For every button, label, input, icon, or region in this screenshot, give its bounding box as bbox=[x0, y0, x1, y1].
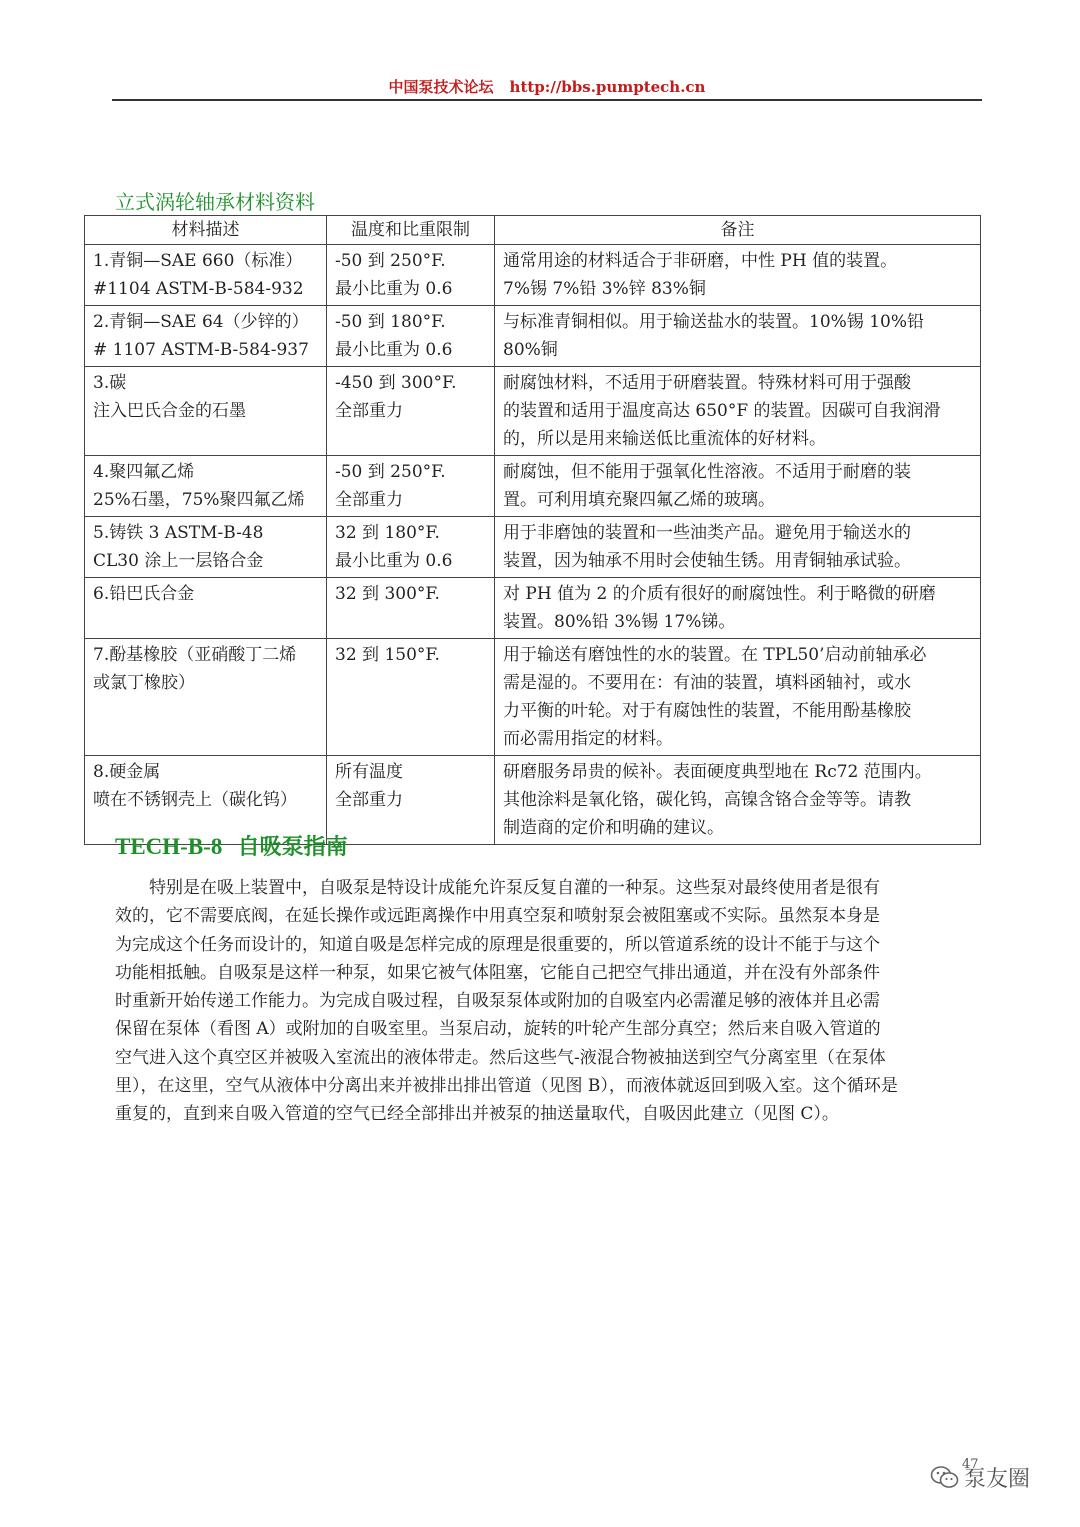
cell-note-line: 用于非磨蚀的装置和一些油类产品。避免用于输送水的 bbox=[503, 523, 911, 543]
cell-material bbox=[85, 456, 327, 517]
cell-note-line: 用于输送有磨蚀性的水的装置。在 TPL50’启动前轴承必 bbox=[503, 645, 927, 665]
cell-material-line: 3.碳 bbox=[93, 373, 127, 393]
header-rule bbox=[112, 99, 982, 101]
cell-limits bbox=[327, 245, 495, 306]
cell-note-line: 力平衡的叶轮。对于有腐蚀性的装置，不能用酚基橡胶 bbox=[503, 701, 911, 721]
cell-note-line: 的装置和适用于温度高达 650°F 的装置。因碳可自我润滑 bbox=[503, 401, 941, 421]
table-row bbox=[85, 367, 981, 456]
cell-material-line: 6.铅巴氏合金 bbox=[93, 584, 195, 604]
table-body bbox=[85, 245, 981, 845]
cell-limits-line: 32 到 180°F. bbox=[335, 523, 440, 543]
column-header-limits: 温度和比重限制 bbox=[327, 216, 495, 245]
cell-material bbox=[85, 245, 327, 306]
cell-material-line: # 1107 ASTM-B-584-937 bbox=[93, 340, 309, 360]
cell-note bbox=[495, 367, 981, 456]
table-row bbox=[85, 639, 981, 756]
cell-material-line: 7.酚基橡胶（亚硝酸丁二烯 bbox=[93, 645, 297, 665]
body-line: 保留在泵体（看图 A）或附加的自吸室里。当泵启动，旋转的叶轮产生部分真空；然后来自吸入管道的 bbox=[115, 1019, 881, 1040]
cell-material-line: 4.聚四氟乙烯 bbox=[93, 462, 195, 482]
section-body bbox=[115, 874, 981, 1129]
cell-note bbox=[495, 245, 981, 306]
cell-limits-line: -50 到 180°F. bbox=[335, 312, 446, 332]
cell-material-line: 注入巴氏合金的石墨 bbox=[93, 401, 246, 421]
cell-note-line: 研磨服务昂贵的候补。表面硬度典型地在 Rc72 范围内。 bbox=[503, 762, 932, 782]
cell-limits-line: -50 到 250°F. bbox=[335, 251, 446, 271]
cell-material-line: 25%石墨，75%聚四氟乙烯 bbox=[93, 490, 305, 510]
cell-material bbox=[85, 639, 327, 756]
cell-material-line: 1.青铜—SAE 660（标准） bbox=[93, 251, 303, 271]
cell-material-line: 2.青铜—SAE 64（少锌的） bbox=[93, 312, 309, 332]
body-line: 为完成这个任务而设计的，知道自吸是怎样完成的原理是很重要的，所以管道系统的设计不能于与这个 bbox=[115, 934, 880, 955]
materials-table bbox=[84, 215, 981, 845]
cell-note bbox=[495, 517, 981, 578]
cell-note-line: 其他涂料是氧化铬，碳化钨，高镍含铬合金等等。请教 bbox=[503, 790, 911, 810]
cell-note bbox=[495, 639, 981, 756]
cell-limits-line: 32 到 150°F. bbox=[335, 645, 440, 665]
wechat-icon bbox=[930, 1465, 960, 1491]
cell-limits bbox=[327, 756, 495, 845]
cell-note-line: 7%锡 7%铅 3%锌 83%铜 bbox=[503, 279, 706, 299]
cell-material-line: CL30 涂上一层铬合金 bbox=[93, 551, 264, 571]
cell-limits bbox=[327, 578, 495, 639]
column-header-note: 备注 bbox=[495, 216, 981, 245]
cell-note bbox=[495, 306, 981, 367]
cell-limits bbox=[327, 367, 495, 456]
cell-material-line: 8.硬金属 bbox=[93, 762, 161, 782]
cell-limits-line: 最小比重为 0.6 bbox=[335, 340, 453, 360]
table-row bbox=[85, 306, 981, 367]
cell-limits-line: 全部重力 bbox=[335, 490, 403, 510]
cell-limits-line: 最小比重为 0.6 bbox=[335, 279, 453, 299]
watermark-text: 泵友圈 bbox=[964, 1467, 1031, 1492]
cell-note-line: 80%铜 bbox=[503, 340, 558, 360]
cell-limits bbox=[327, 639, 495, 756]
cell-note bbox=[495, 456, 981, 517]
section-title bbox=[115, 830, 348, 861]
cell-limits-line: -50 到 250°F. bbox=[335, 462, 446, 482]
cell-note bbox=[495, 578, 981, 639]
cell-material-line: 喷在不锈钢壳上（碳化钨） bbox=[93, 790, 297, 810]
page-number: 47 bbox=[962, 1457, 979, 1472]
cell-note-line: 对 PH 值为 2 的介质有很好的耐腐蚀性。利于略微的研磨 bbox=[503, 584, 936, 604]
cell-note-line: 与标准青铜相似。用于输送盐水的装置。10%锡 10%铅 bbox=[503, 312, 924, 332]
cell-note-line: 装置。80%铅 3%锡 17%锑。 bbox=[503, 612, 736, 632]
cell-limits bbox=[327, 306, 495, 367]
cell-note-line: 而必需用指定的材料。 bbox=[503, 729, 673, 749]
section-code: TECH-B-8 bbox=[115, 834, 223, 859]
table-header-row bbox=[85, 216, 981, 245]
watermark bbox=[930, 1462, 1030, 1493]
table-row bbox=[85, 456, 981, 517]
column-header-material: 材料描述 bbox=[85, 216, 327, 245]
body-line: 特别是在吸上装置中，自吸泵是特设计成能允许泵反复自灌的一种泵。这些泵对最终使用者是很有 bbox=[149, 878, 880, 898]
cell-material bbox=[85, 306, 327, 367]
header-site-name: 中国泵技术论坛 bbox=[388, 78, 494, 96]
cell-material-line: 5.铸铁 3 ASTM-B-48 bbox=[93, 523, 264, 543]
cell-material bbox=[85, 517, 327, 578]
cell-material bbox=[85, 578, 327, 639]
cell-note-line: 通常用途的材料适合于非研磨，中性 PH 值的装置。 bbox=[503, 251, 898, 271]
section-heading: 自吸泵指南 bbox=[237, 834, 348, 860]
cell-material-line: #1104 ASTM-B-584-932 bbox=[93, 279, 304, 299]
body-line: 功能相抵触。自吸泵是这样一种泵，如果它被气体阻塞，它能自己把空气排出通道，并在没有外部条件 bbox=[115, 962, 880, 983]
cell-limits-line: 全部重力 bbox=[335, 401, 403, 421]
cell-limits-line: -450 到 300°F. bbox=[335, 373, 457, 393]
body-line: 重复的，直到来自吸入管道的空气已经全部排出并被泵的抽送量取代，自吸因此建立（见图 C）。 bbox=[115, 1104, 839, 1125]
cell-note-line: 需是湿的。不要用在：有油的装置，填料函轴衬，或水 bbox=[503, 673, 911, 693]
body-line: 里），在这里，空气从液体中分离出来并被排出排出管道（见图 B），而液体就返回到吸入室。这个循环是 bbox=[115, 1076, 898, 1097]
table-row bbox=[85, 578, 981, 639]
cell-limits bbox=[327, 456, 495, 517]
body-line: 效的，它不需要底阀，在延长操作或远距离操作中用真空泵和喷射泵会被阻塞或不实际。虽然泵本身是 bbox=[115, 906, 880, 927]
cell-note-line: 耐腐蚀材料，不适用于研磨装置。特殊材料可用于强酸 bbox=[503, 373, 911, 393]
cell-note-line: 耐腐蚀，但不能用于强氧化性溶液。不适用于耐磨的装 bbox=[503, 462, 911, 482]
cell-note bbox=[495, 756, 981, 845]
cell-material-line: 或氯丁橡胶） bbox=[93, 673, 195, 693]
page-header bbox=[112, 76, 982, 97]
cell-limits bbox=[327, 517, 495, 578]
body-line: 空气进入这个真空区并被吸入室流出的液体带走。然后这些气-液混合物被抽送到空气分离室里（在泵体 bbox=[115, 1047, 886, 1068]
table-row bbox=[85, 517, 981, 578]
cell-limits-line: 所有温度 bbox=[335, 762, 403, 782]
table-title: 立式涡轮轴承材料资料 bbox=[115, 190, 315, 214]
cell-note-line: 置。可利用填充聚四氟乙烯的玻璃。 bbox=[503, 490, 775, 510]
cell-note-line: 的，所以是用来输送低比重流体的好材料。 bbox=[503, 429, 826, 449]
cell-material bbox=[85, 367, 327, 456]
cell-limits-line: 全部重力 bbox=[335, 790, 403, 810]
body-line: 时重新开始传递工作能力。为完成自吸过程，自吸泵泵体或附加的自吸室内必需灌足够的液体并且必需 bbox=[115, 991, 880, 1012]
cell-note-line: 装置，因为轴承不用时会使轴生锈。用青铜轴承试验。 bbox=[503, 551, 911, 571]
cell-note-line: 制造商的定价和明确的建议。 bbox=[503, 818, 724, 838]
cell-limits-line: 最小比重为 0.6 bbox=[335, 551, 453, 571]
table-row bbox=[85, 245, 981, 306]
cell-limits-line: 32 到 300°F. bbox=[335, 584, 440, 604]
header-site-url[interactable]: http://bbs.pumptech.cn bbox=[509, 78, 706, 96]
